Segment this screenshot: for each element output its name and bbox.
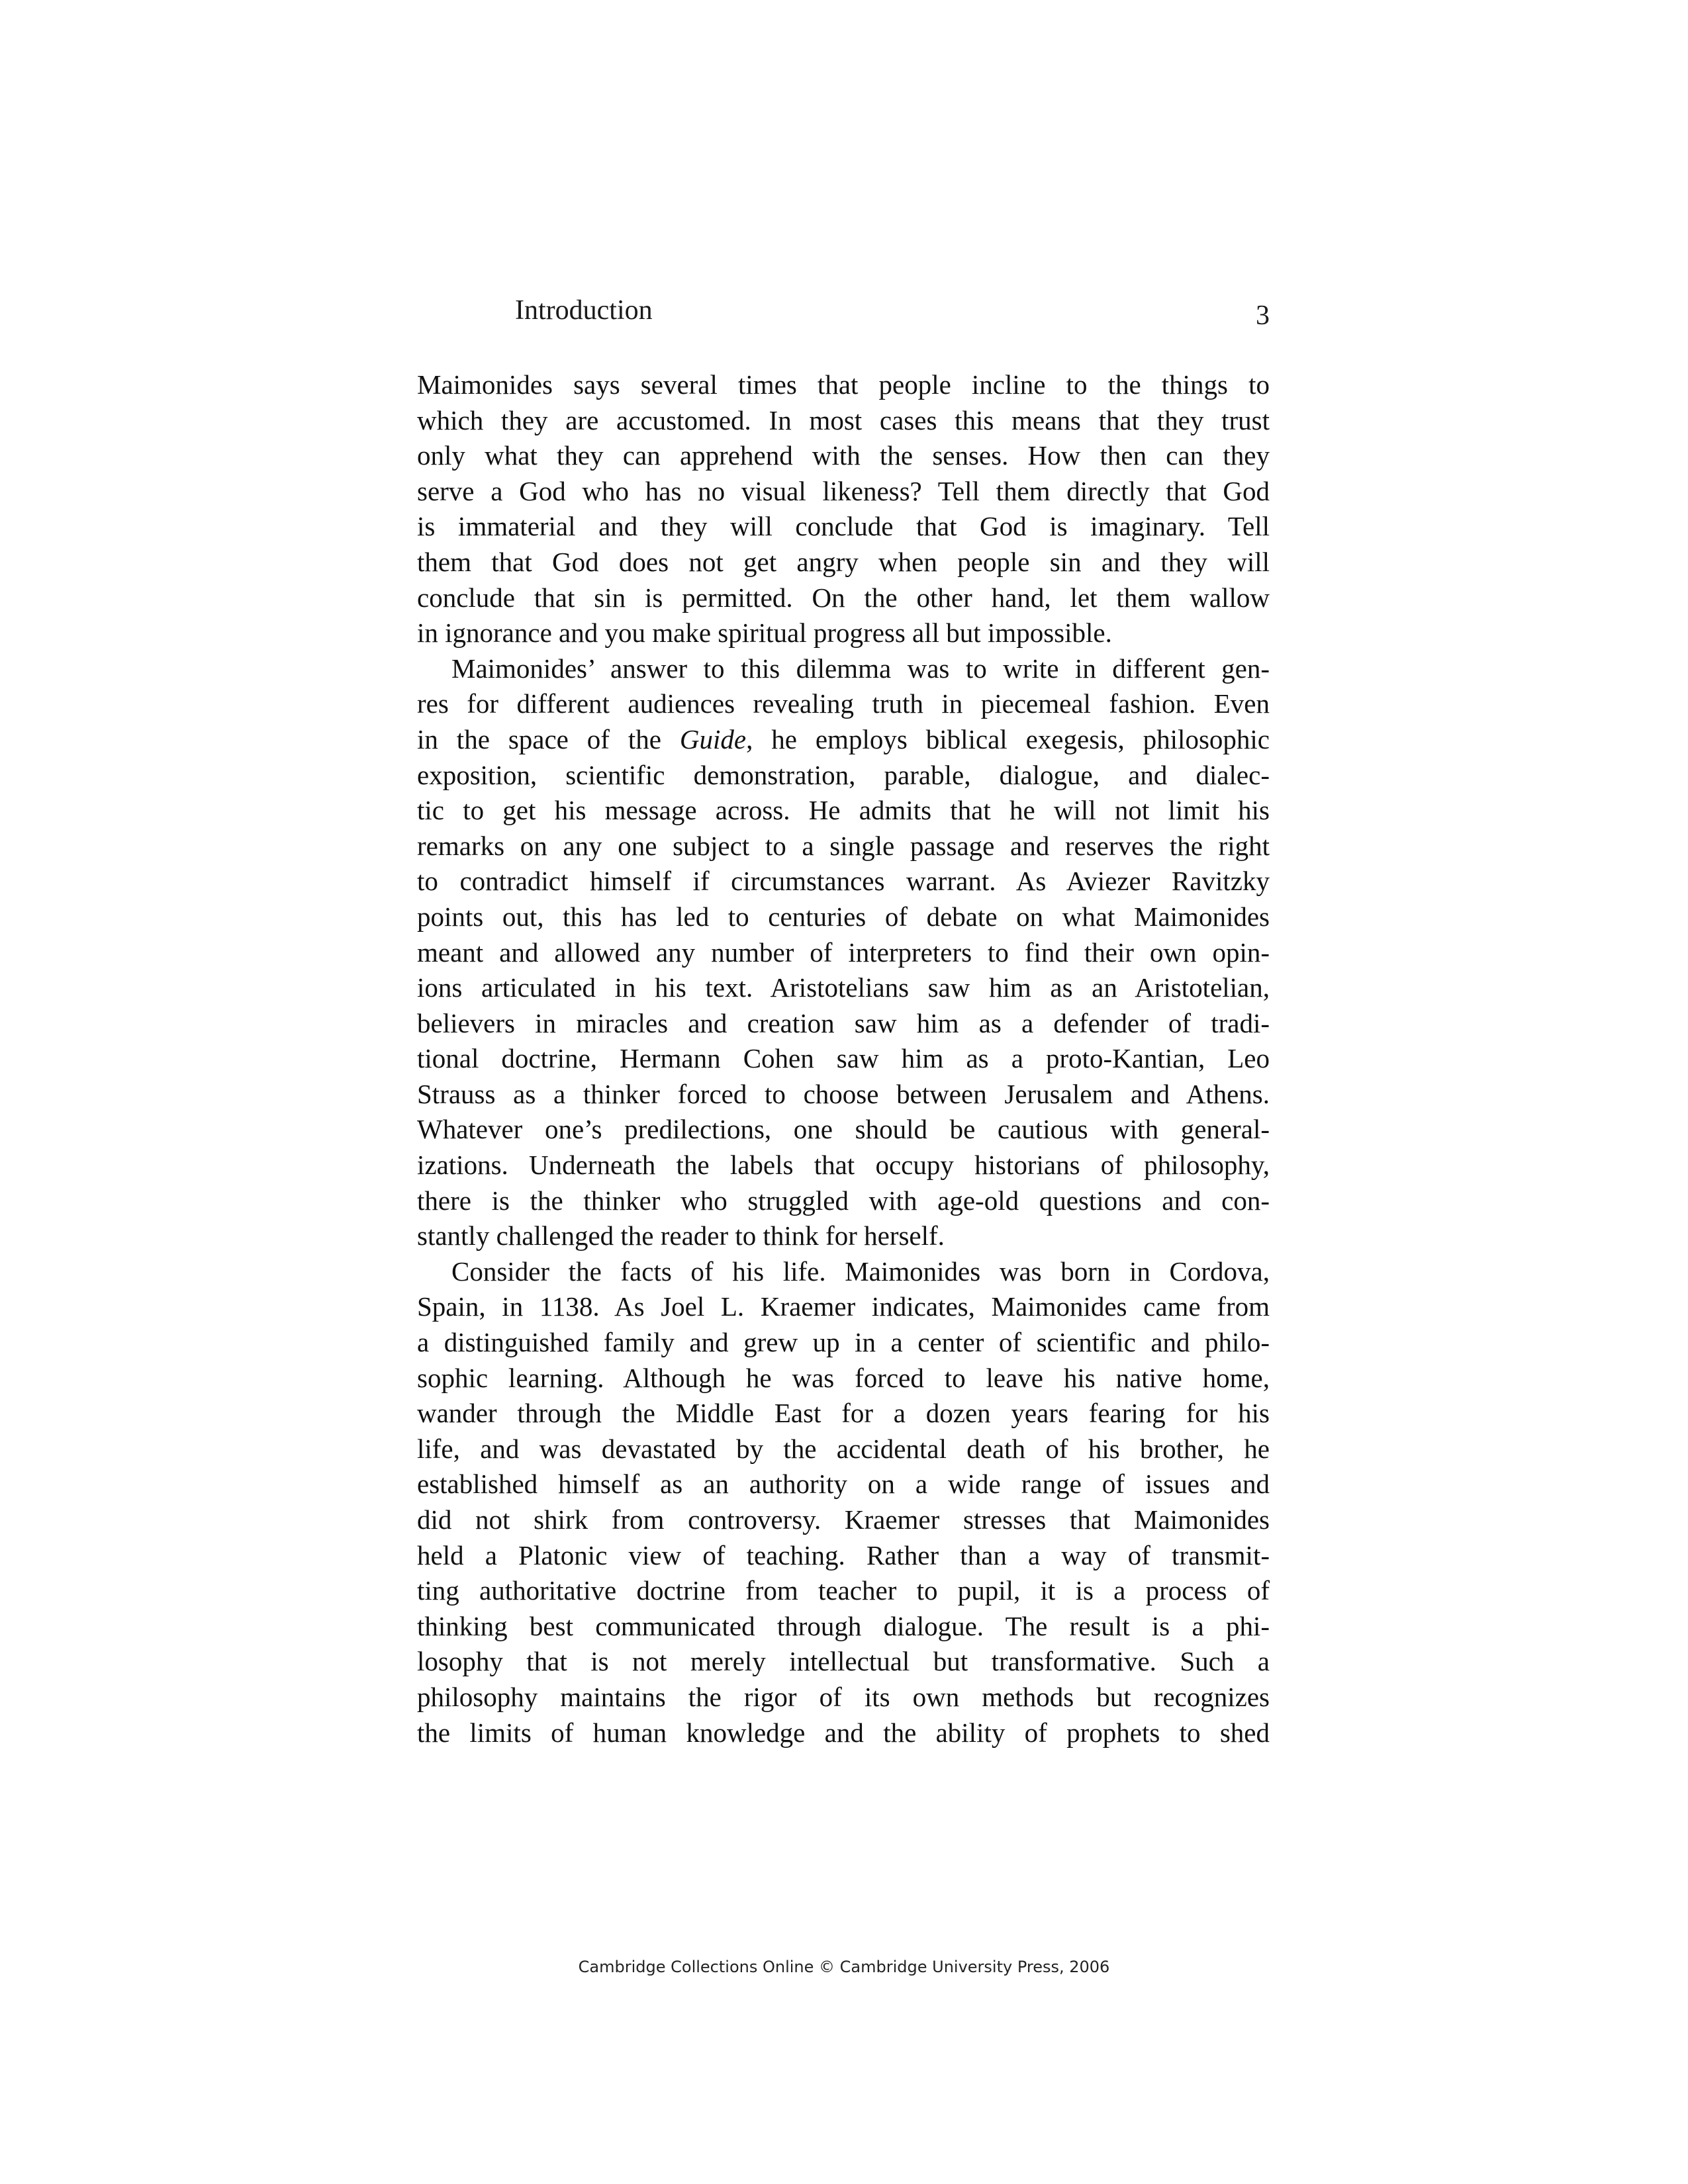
text-line: tional doctrine, Hermann Cohen saw him as a proto-Kantian, Leo — [417, 1043, 1270, 1074]
text-line: Consider the facts of his life. Maimonides was born in Cordova, — [451, 1255, 1270, 1287]
text-line: established himself as an authority on a wide range of issues and — [417, 1469, 1270, 1500]
text-line: a distinguished family and grew up in a center of scientific and philo- — [417, 1327, 1270, 1358]
copyright-footer: Cambridge Collections Online © Cambridge University Press, 2006 — [578, 1958, 1110, 1976]
text-line: philosophy maintains the rigor of its own methods but recognizes — [417, 1681, 1270, 1712]
text-line: stantly challenged the reader to think for herself. — [417, 1220, 945, 1251]
body-text — [417, 367, 1270, 1751]
text-line: in the space of the Guide, he employs biblical exegesis, philosophic — [417, 723, 1270, 754]
text-line: serve a God who has no visual likeness? Tell them directly that God — [417, 475, 1270, 506]
text-line: Strauss as a thinker forced to choose between Jerusalem and Athens. — [417, 1078, 1270, 1109]
running-title: Introduction — [515, 295, 653, 326]
text-line: life, and was devastated by the accidental death of his brother, he — [417, 1433, 1270, 1464]
text-line: wander through the Middle East for a dozen years fearing for his — [417, 1398, 1270, 1429]
text-line: held a Platonic view of teaching. Rather than a way of transmit- — [417, 1539, 1270, 1570]
text-line: sophic learning. Although he was forced to leave his native home, — [417, 1362, 1270, 1393]
text-line: points out, this has led to centuries of debate on what Maimonides — [417, 901, 1270, 932]
text-line: did not shirk from controversy. Kraemer stresses that Maimonides — [417, 1504, 1270, 1535]
running-head — [417, 295, 1270, 334]
text-line: exposition, scientific demonstration, parable, dialogue, and dialec- — [417, 759, 1270, 790]
text-line: thinking best communicated through dialogue. The result is a phi- — [417, 1610, 1270, 1641]
text-line: is immaterial and they will conclude that God is imaginary. Tell — [417, 511, 1270, 542]
text-line: tic to get his message across. He admits that he will not limit his — [417, 795, 1270, 826]
text-line: them that God does not get angry when people sin and they will — [417, 546, 1270, 577]
text-line: Spain, in 1138. As Joel L. Kraemer indicates, Maimonides came from — [417, 1291, 1270, 1322]
book-title-italic: Guide — [679, 723, 747, 754]
text-line: Maimonides says several times that people incline to the things to — [417, 369, 1270, 400]
text-line: meant and allowed any number of interpreters to find their own opin- — [417, 936, 1270, 968]
text-line: to contradict himself if circumstances warrant. As Aviezer Ravitzky — [417, 866, 1270, 897]
text-line: in ignorance and you make spiritual progress all but impossible. — [417, 617, 1112, 649]
text-line: izations. Underneath the labels that occupy historians of philosophy, — [417, 1150, 1270, 1181]
text-line: ions articulated in his text. Aristotelians saw him as an Aristotelian, — [417, 972, 1270, 1003]
text-line: losophy that is not merely intellectual but transformative. Such a — [417, 1646, 1270, 1677]
text-line: which they are accustomed. In most cases this means that they trust — [417, 404, 1270, 435]
text-line: only what they can apprehend with the senses. How then can they — [417, 440, 1270, 471]
text-line: res for different audiences revealing truth in piecemeal fashion. Even — [417, 688, 1270, 719]
text-line: there is the thinker who struggled with age-old questions and con- — [417, 1185, 1270, 1216]
text-line: believers in miracles and creation saw him as a defender of tradi- — [417, 1007, 1270, 1038]
text-line: remarks on any one subject to a single passage and reserves the right — [417, 830, 1270, 861]
page-number: 3 — [1256, 300, 1270, 331]
text-line: the limits of human knowledge and the ability of prophets to shed — [417, 1717, 1270, 1748]
text-line: Whatever one’s predilections, one should be cautious with general- — [417, 1114, 1270, 1145]
text-line: ting authoritative doctrine from teacher to pupil, it is a process of — [417, 1575, 1270, 1606]
text-line: Maimonides’ answer to this dilemma was to write in different gen- — [451, 653, 1270, 684]
text-line: conclude that sin is permitted. On the other hand, let them wallow — [417, 582, 1270, 613]
